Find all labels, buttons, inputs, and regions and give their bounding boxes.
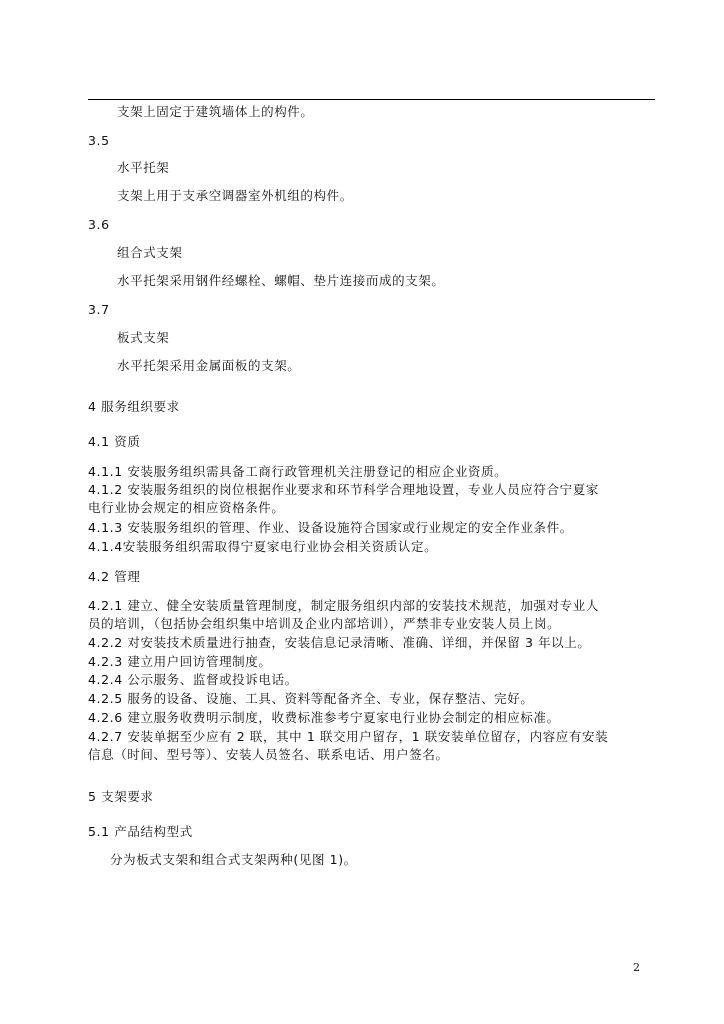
clause-4-2-2: 4.2.2 对安装技术质量进行抽查，安装信息记录清晰、准确、详细，并保留 3 年以上。 (88, 635, 591, 650)
definition-text-3-7: 水平托架采用金属面板的支架。 (117, 358, 301, 373)
clause-4-2-1-line1: 4.2.1 建立、健全安装质量管理制度，制定服务组织内部的安装技术规范，加强对专业人 (88, 598, 599, 613)
clause-4-2-4: 4.2.4 公示服务、监督或投诉电话。 (88, 672, 298, 687)
paragraph-5-1: 分为板式支架和组合式支架两种(见图 1)。 (110, 852, 357, 867)
clause-4-2-7-line2: 信息（时间、型号等）、安装人员签名、联系电话、用户签名。 (88, 747, 449, 762)
section-heading-4: 4 服务组织要求 (88, 399, 180, 414)
clause-4-2-6: 4.2.6 建立服务收费明示制度，收费标准参考宁夏家电行业协会制定的相应标准。 (88, 710, 560, 725)
clause-number-3-6: 3.6 (88, 217, 110, 232)
clause-4-2-3: 4.2.3 建立用户回访管理制度。 (88, 654, 272, 669)
clause-number-3-7: 3.7 (88, 302, 110, 317)
clause-4-1-1: 4.1.1 安装服务组织需具备工商行政管理机关注册登记的相应企业资质。 (88, 464, 508, 479)
clause-4-2-7-line1: 4.2.7 安装单据至少应有 2 联，其中 1 联交用户留存，1 联安装单位留存，内容应有安装 (88, 729, 609, 744)
clause-4-1-3: 4.1.3 安装服务组织的管理、作业、设备设施符合国家或行业规定的安全作业条件。 (88, 520, 573, 535)
definition-text-3-5: 支架上用于支承空调器室外机组的构件。 (117, 188, 353, 203)
subsection-heading-5-1: 5.1 产品结构型式 (88, 824, 193, 839)
subsection-heading-4-2: 4.2 管理 (88, 569, 141, 584)
definition-text-3-4: 支架上固定于建筑墙体上的构件。 (117, 104, 314, 119)
clause-4-1-2-line2: 电行业协会规定的相应资格条件。 (88, 500, 285, 515)
term-combined-bracket: 组合式支架 (117, 245, 183, 260)
header-rule (88, 99, 655, 100)
clause-number-3-5: 3.5 (88, 133, 110, 148)
term-plate-bracket: 板式支架 (117, 330, 170, 345)
subsection-heading-4-1: 4.1 资质 (88, 434, 141, 449)
definition-text-3-6: 水平托架采用钢件经螺栓、螺帽、垫片连接而成的支架。 (117, 273, 445, 288)
clause-4-2-1-line2: 员的培训，（包括协会组织集中培训及企业内部培训），严禁非专业安装人员上岗。 (88, 616, 561, 631)
clause-4-2-5: 4.2.5 服务的设备、设施、工具、资料等配备齐全、专业，保存整洁、完好。 (88, 691, 534, 706)
clause-4-1-4: 4.1.4安装服务组织需取得宁夏家电行业协会相关资质认定。 (88, 539, 438, 554)
section-heading-5: 5 支架要求 (88, 789, 154, 804)
page-number: 2 (633, 961, 640, 974)
clause-4-1-2-line1: 4.1.2 安装服务组织的岗位根据作业要求和环节科学合理地设置，专业人员应符合宁夏家 (88, 482, 599, 497)
term-horizontal-bracket: 水平托架 (117, 160, 170, 175)
